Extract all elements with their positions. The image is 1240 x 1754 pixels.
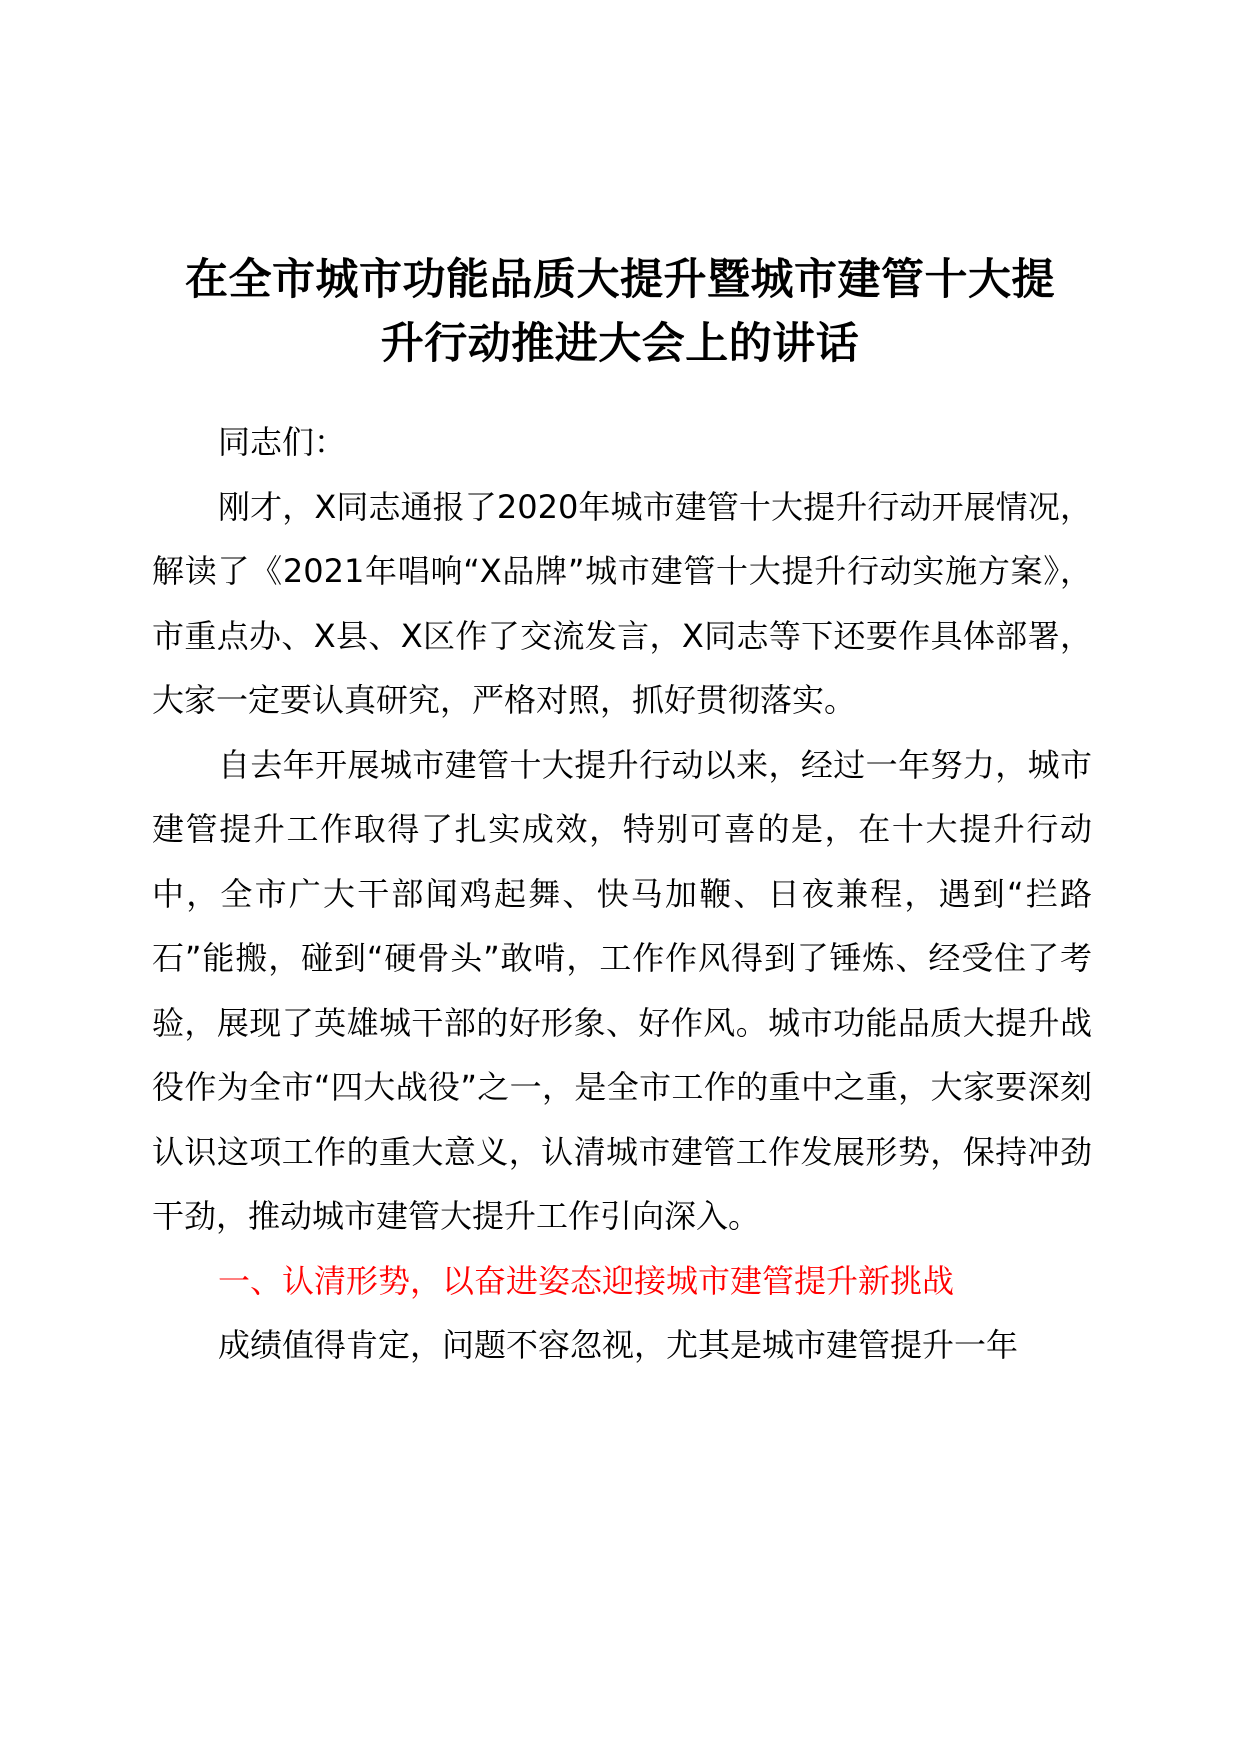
paragraph-2: 自去年开展城市建管十大提升行动以来，经过一年努力，城市建管提升工作取得了扎实成效，特别可喜的是，在十大提升行动中，全市广大干部闻鸡起舞、快马加鞭、日夜兼程，遇到“拦路石”能搬，碰到“硬骨头”敢啃，工作作风得到了锤炼、经受住了考验，展现了英雄城干部的好形象、好作风。城市功能品质大提升战役作为全市“四大战役”之一，是全市工作的重中之重，大家要深刻认识这项工作的重大意义，认清城市建管工作发展形势，保持冲劲干劲，推动城市建管大提升工作引向深入。 [152, 745, 1092, 1235]
title-line-2: 升行动推进大会上的讲话 [380, 319, 860, 369]
paragraph-1: 刚才，X同志通报了2020年城市建管十大提升行动开展情况，解读了《2021年唱响“X品牌”城市建管十大提升行动实施方案》，市重点办、X县、X区作了交流发言，X同志等下还要作具体部署，大家一定要认真研究，严格对照，抓好贯彻落实。 [152, 487, 1092, 719]
title-line-1: 在全市城市功能品质大提升暨城市建管十大提 [185, 255, 1055, 305]
section-heading: 一、认清形势，以奋进姿态迎接城市建管提升新挑战 [218, 1261, 955, 1300]
paragraph-3: 成绩值得肯定，问题不容忽视，尤其是城市建管提升一年 [218, 1326, 1019, 1364]
salutation: 同志们： [218, 423, 347, 461]
document-title [150, 248, 1090, 376]
document-body [152, 410, 1092, 1378]
